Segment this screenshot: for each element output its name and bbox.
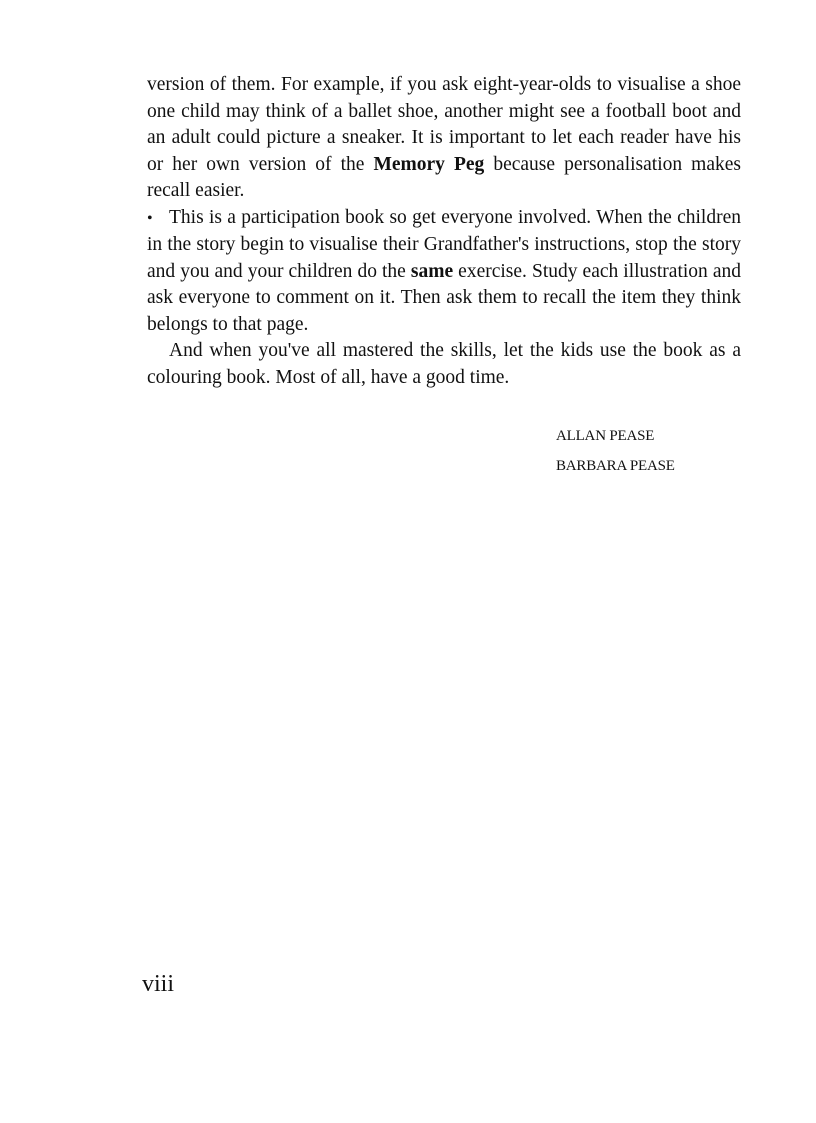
author-name-1: ALLAN PEASE [556, 428, 655, 444]
paragraph-1-text-a: version of them. For example, if you ask eight-year-olds to visualise a shoe one child may think of a ballet shoe, another might see a football boot and an adult could picture a sneaker. It is important to let each reader have his or her own version of the [147, 74, 741, 175]
bullet-paragraph [147, 205, 741, 339]
paragraph-1-text-b: because personalisation makes recall easier. [147, 153, 741, 201]
author-name-2: BARBARA PEASE [556, 458, 675, 474]
bullet-icon: • [147, 209, 153, 227]
paragraph-3-text: And when you've all mastered the skills, let the kids use the book as a colouring book. Most of all, have a good time. [147, 340, 741, 388]
paragraph-continued [147, 72, 741, 205]
page-number: viii [142, 971, 175, 997]
body-text [147, 72, 741, 391]
paragraph-2-text-a: This is a participation book so get everyone involved. When the children in the story begin to visualise their Grandfather's instructions, stop the story and you and your children do the [147, 206, 741, 282]
paragraph-2-text-b: exercise. Study each illustration and ask everyone to comment on it. Then ask them to recall the item they think belongs to that page. [147, 260, 742, 335]
memory-peg-term: Memory Peg [373, 153, 485, 175]
author-signature [556, 421, 675, 481]
same-emphasis: same [410, 260, 454, 282]
closing-paragraph [147, 338, 741, 391]
